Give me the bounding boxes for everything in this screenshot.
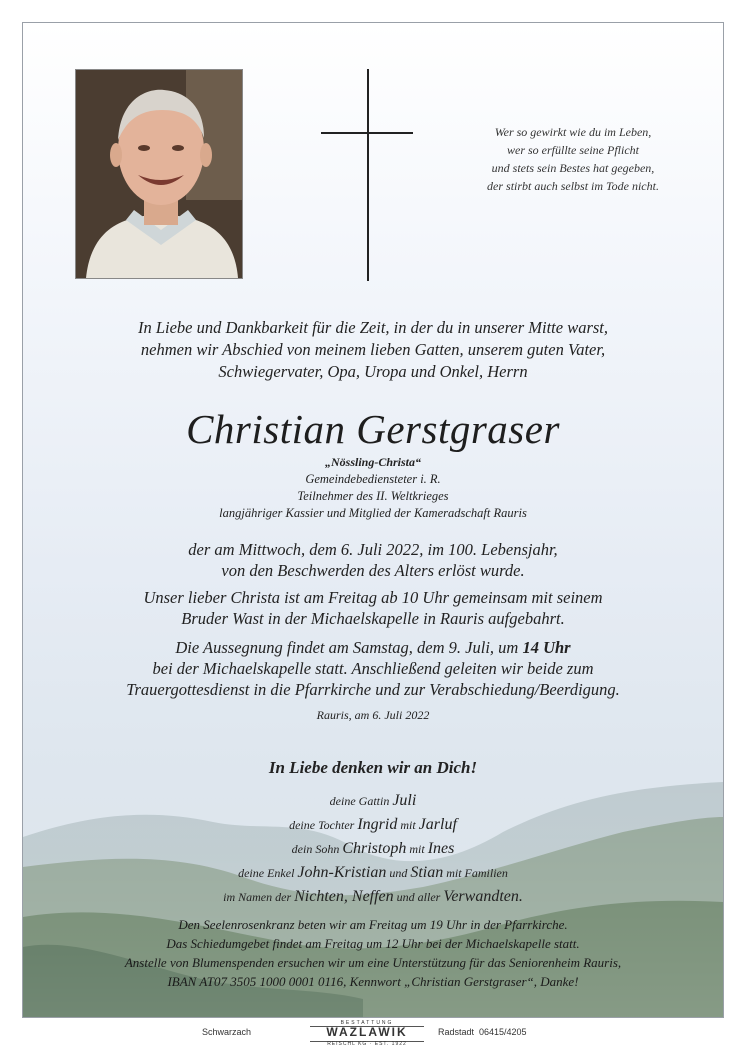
family-name: Ines <box>427 840 455 857</box>
family-name: John-Kristian <box>297 864 387 881</box>
poem-line: wer so erfüllte seine Pflicht <box>507 143 639 157</box>
intro-line: In Liebe und Dankbarkeit für die Zeit, in der du in unserer Mitte warst, <box>137 318 609 337</box>
intro-text <box>23 317 723 383</box>
family-relatives <box>23 885 723 909</box>
laid-out-line: Unser lieber Christa ist am Freitag ab 10 Uhr gemeinsam mit seinem <box>143 588 603 607</box>
footer <box>0 1020 750 1054</box>
family-label: im Namen der <box>223 890 295 904</box>
cross-icon <box>367 69 369 281</box>
family-name: Ingrid <box>357 816 398 833</box>
family-label: und aller <box>393 890 444 904</box>
family-name: Stian <box>410 864 444 881</box>
family-label: und <box>386 866 411 880</box>
poem-line: und stets sein Bestes hat gegeben, <box>491 161 655 175</box>
service-text: Die Aussegnung findet am Samstag, dem 9. Juli, um <box>175 638 523 657</box>
note-line: IBAN AT07 3505 1000 0001 0116, Kennwort „Christian Gerstgraser“, Danke! <box>167 974 579 989</box>
family-name: Nichten <box>294 888 344 905</box>
death-line: von den Beschwerden des Alters erlöst wurde. <box>221 561 525 580</box>
family-label: mit <box>406 842 428 856</box>
footer-location-left: Schwarzach <box>202 1027 252 1037</box>
note-line: Das Schiedumgebet findet am Freitag um 12 Uhr bei der Michaelskapelle statt. <box>166 936 580 951</box>
footer-brand-top: BESTATTUNG <box>340 1020 394 1026</box>
family-label: deine Tochter <box>289 818 358 832</box>
service-line: Trauergottesdienst in die Pfarrkirche und zur Verabschiedung/Beerdigung. <box>126 680 620 699</box>
family-name: Juli <box>392 792 417 809</box>
family-daughter <box>23 813 723 837</box>
service-notice <box>23 637 723 700</box>
family-label: deine Enkel <box>238 866 298 880</box>
cross-bar <box>321 132 413 134</box>
family-name: Neffen <box>351 888 394 905</box>
family-name: Jarluf <box>418 816 457 833</box>
footer-location-right: Radstadt <box>438 1027 475 1037</box>
poem-line: der stirbt auch selbst im Tode nicht. <box>487 179 659 193</box>
family-list <box>23 789 723 909</box>
family-wife <box>23 789 723 813</box>
portrait-illustration <box>76 70 242 278</box>
note-line: Anstelle von Blumenspenden ersuchen wir um eine Unterstützung für das Seniorenheim Rauris, <box>124 955 622 970</box>
family-name: Christoph <box>342 840 407 857</box>
note-line: Den Seelenrosenkranz beten wir am Freitag um 19 Uhr in der Pfarrkirche. <box>178 917 568 932</box>
family-grandchildren <box>23 861 723 885</box>
family-label: , <box>343 888 352 905</box>
family-label: mit <box>397 818 419 832</box>
date-place: Rauris, am 6. Juli 2022 <box>316 708 430 722</box>
notes <box>23 915 723 991</box>
deceased-name: Christian Gerstgraser <box>186 406 560 452</box>
obituary-card <box>22 22 724 1018</box>
intro-line: Schwiegervater, Opa, Uropa und Onkel, Herrn <box>218 362 528 381</box>
titles <box>23 471 723 522</box>
family-label: dein Sohn <box>291 842 343 856</box>
family-label: mit Familien <box>443 866 508 880</box>
footer-phone: 06415/4205 <box>479 1027 527 1037</box>
title-line: Gemeindebediensteter i. R. <box>305 472 441 486</box>
title-line: Teilnehmer des II. Weltkrieges <box>297 489 449 503</box>
poem <box>423 123 723 195</box>
service-time: 14 Uhr <box>522 638 571 657</box>
footer-brand-bottom: REISCHL KG · EST. 1922 <box>327 1041 407 1047</box>
poem-line: Wer so gewirkt wie du im Leben, <box>494 125 652 139</box>
service-line: bei der Michaelskapelle statt. Anschließend geleiten wir beide zum <box>152 659 594 678</box>
nickname: „Nössling-Christa“ <box>324 455 422 469</box>
death-notice <box>23 539 723 581</box>
remembrance-heading: In Liebe denken wir an Dich! <box>268 758 478 777</box>
title-line: langjähriger Kassier und Mitglied der Kameradschaft Rauris <box>219 506 527 520</box>
footer-brand: WAZLAWIK <box>326 1025 408 1039</box>
service-line <box>23 637 723 658</box>
portrait-photo <box>75 69 243 279</box>
intro-line: nehmen wir Abschied von meinem lieben Gatten, unserem guten Vater, <box>140 340 606 359</box>
death-line: der am Mittwoch, dem 6. Juli 2022, im 100. Lebensjahr, <box>188 540 558 559</box>
family-name: Verwandten <box>443 888 519 905</box>
family-son <box>23 837 723 861</box>
laid-out-line: Bruder Wast in der Michaelskapelle in Rauris aufgebahrt. <box>181 609 565 628</box>
family-label: . <box>518 888 523 905</box>
family-label: deine Gattin <box>329 794 393 808</box>
laid-out-notice <box>23 587 723 629</box>
